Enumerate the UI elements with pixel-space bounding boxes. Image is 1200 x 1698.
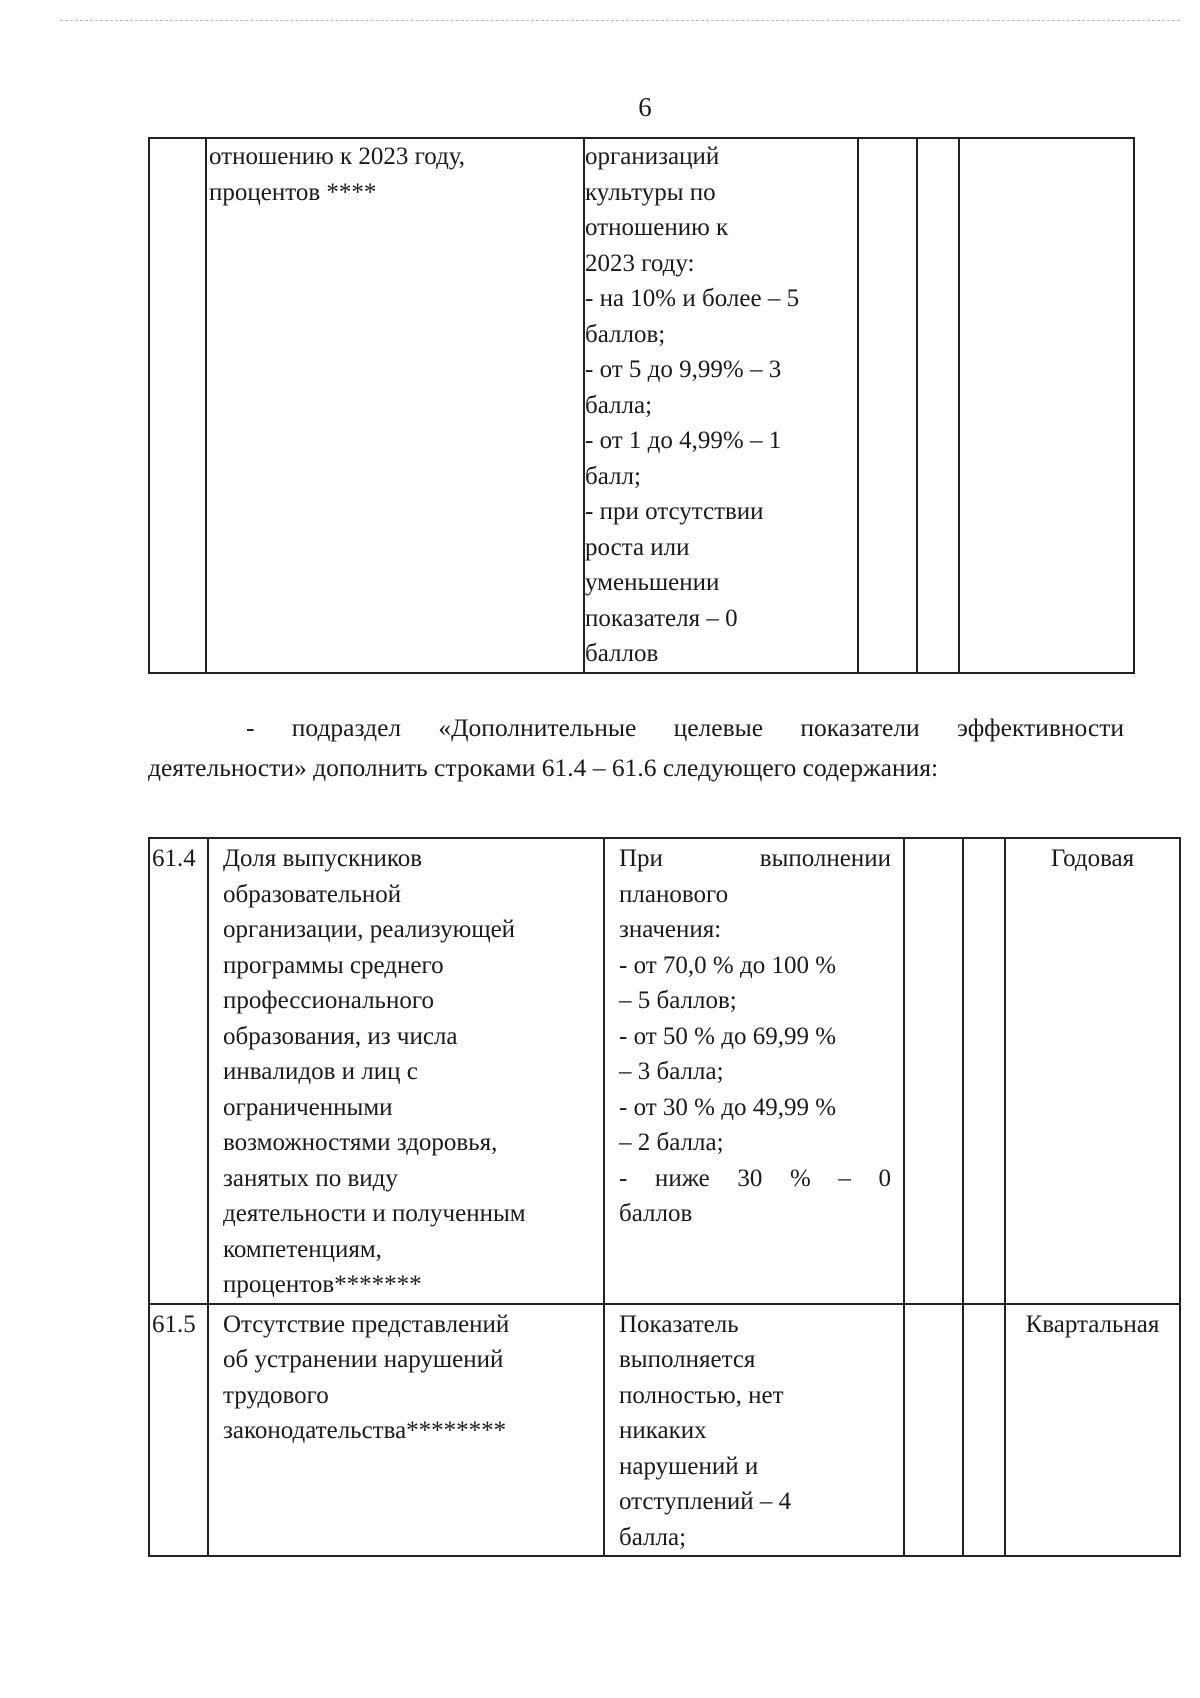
periodicity-cell: Квартальная — [1005, 1304, 1180, 1557]
criteria-cell — [584, 138, 858, 673]
continued-table — [148, 137, 1135, 674]
empty-cell — [904, 838, 963, 1304]
indicator-line: возможностями здоровья, — [223, 1129, 498, 1156]
empty-cell — [917, 138, 959, 673]
indicator-cell — [206, 138, 584, 673]
criteria-line: полностью, нет — [619, 1381, 784, 1409]
criteria-cell — [604, 838, 904, 1304]
row-number-cell — [149, 138, 206, 673]
criteria-line: - при отсутствии — [585, 498, 764, 525]
criteria-line: - от 50 % до 69,99 % — [619, 1022, 837, 1050]
criteria-line: роста или — [585, 533, 690, 561]
indicator-line: трудового — [223, 1381, 329, 1409]
row-number-cell: 61.5 — [149, 1304, 208, 1557]
criteria-line: балл; — [585, 462, 641, 490]
indicator-cell — [208, 1304, 604, 1557]
empty-cell — [963, 1304, 1005, 1557]
new-rows-table — [148, 837, 1181, 1557]
criteria-line: - ниже 30 % – 0 — [619, 1164, 891, 1192]
indicator-line: об устранении нарушений — [223, 1346, 504, 1373]
criteria-line: организаций — [585, 143, 720, 170]
paragraph-line: деятельности» дополнить строками 61.4 – 61.6 следующего содержания: — [148, 753, 939, 782]
criteria-line: – 3 балла; — [619, 1058, 724, 1085]
criteria-line: - от 30 % до 49,99 % — [619, 1093, 837, 1121]
criteria-line: балла; — [585, 391, 653, 419]
indicator-line: отношению к 2023 году, — [209, 143, 466, 170]
criteria-line: баллов; — [585, 320, 666, 348]
indicator-line: Отсутствие представлений — [223, 1310, 510, 1338]
table-row — [149, 138, 1134, 673]
indicator-line: инвалидов и лиц с — [223, 1058, 418, 1085]
indicator-line: программы среднего — [223, 951, 444, 979]
body-paragraph — [148, 708, 1124, 788]
indicator-line: процентов **** — [209, 178, 377, 206]
indicator-line: организации, реализующей — [223, 916, 516, 943]
page-number: 6 — [638, 92, 652, 122]
criteria-line: планового — [619, 880, 729, 908]
table-row — [149, 838, 1180, 1304]
criteria-line: – 2 балла; — [619, 1129, 724, 1156]
criteria-line: - от 5 до 9,99% – 3 — [585, 356, 782, 383]
criteria-line: значения: — [619, 916, 722, 943]
page-top-rule — [60, 20, 1180, 21]
indicator-cell — [208, 838, 604, 1304]
indicator-line: ограниченными — [223, 1093, 393, 1121]
periodicity-cell — [959, 138, 1134, 673]
indicator-line: деятельности и полученным — [223, 1200, 526, 1227]
criteria-line: нарушений и — [619, 1452, 759, 1480]
indicator-line: профессионального — [223, 987, 434, 1014]
indicator-line: процентов******* — [223, 1271, 422, 1298]
paragraph-line: - подраздел «Дополнительные целевые показатели эффективности — [246, 713, 1124, 742]
criteria-line: уменьшении — [585, 569, 720, 596]
empty-cell — [858, 138, 917, 673]
indicator-line: образования, из числа — [223, 1022, 458, 1050]
indicator-line: занятых по виду — [223, 1164, 398, 1192]
row-number-cell: 61.4 — [149, 838, 208, 1304]
criteria-line: выполняется — [619, 1346, 756, 1373]
criteria-line: – 5 баллов; — [619, 987, 737, 1014]
criteria-line: баллов — [585, 640, 659, 667]
periodicity-cell: Годовая — [1005, 838, 1180, 1304]
indicator-line: компетенциям, — [223, 1235, 382, 1263]
criteria-line: - от 1 до 4,99% – 1 — [585, 427, 782, 454]
empty-cell — [963, 838, 1005, 1304]
criteria-line: При выполнении — [619, 845, 891, 872]
empty-cell — [904, 1304, 963, 1557]
criteria-line: Показатель — [619, 1310, 739, 1338]
criteria-line: 2023 году: — [585, 249, 695, 277]
indicator-line: законодательства******** — [223, 1417, 507, 1444]
criteria-line: балла; — [619, 1523, 687, 1551]
indicator-line: Доля выпускников — [223, 845, 423, 872]
criteria-line: культуры по — [585, 178, 716, 206]
criteria-line: отношению к — [585, 214, 729, 241]
criteria-line: отступлений – 4 — [619, 1488, 792, 1515]
indicator-line: образовательной — [223, 880, 402, 908]
criteria-line: баллов — [619, 1200, 693, 1227]
criteria-line: - на 10% и более – 5 — [585, 285, 800, 312]
criteria-line: - от 70,0 % до 100 % — [619, 951, 837, 979]
table-row — [149, 1304, 1180, 1557]
criteria-line: показателя – 0 — [585, 604, 738, 632]
criteria-cell — [604, 1304, 904, 1557]
criteria-line: никаких — [619, 1417, 707, 1444]
